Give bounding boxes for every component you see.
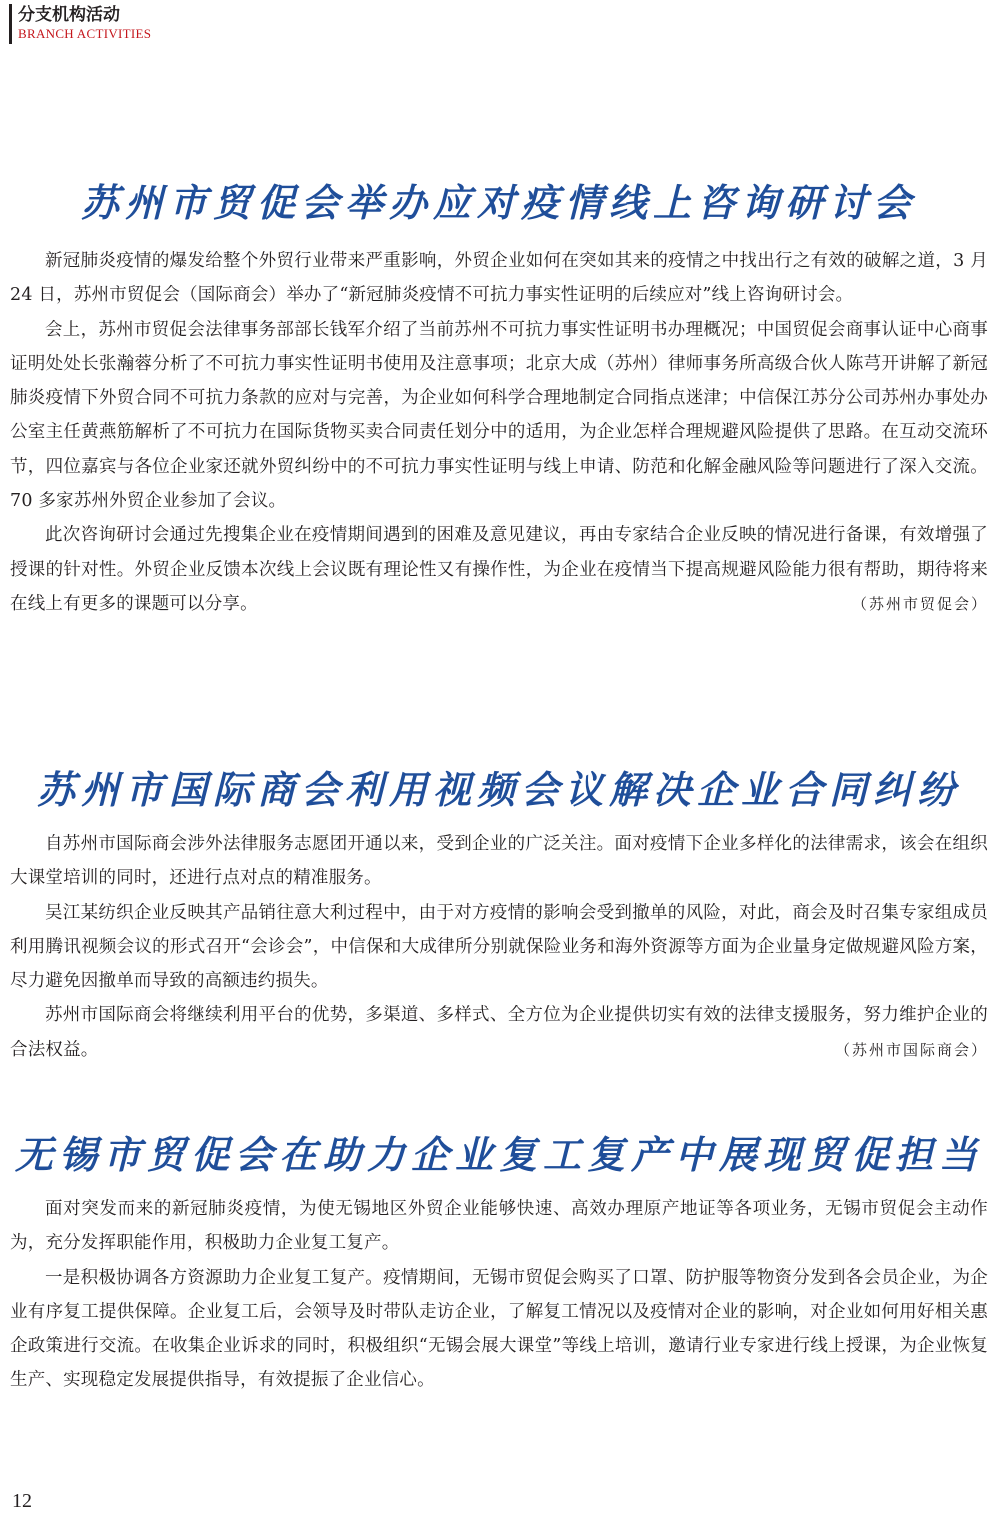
article-paragraph: 会上，苏州市贸促会法律事务部部长钱军介绍了当前苏州不可抗力事实性证明书办理概况；中国贸促会商事认证中心商事证明处处长张瀚蓉分析了不可抗力事实性证明书使用及注意事项；北京大成（苏州）律师事务所高级合伙人陈芎开讲解了新冠肺炎疫情下外贸合同不可抗力条款的应对与完善，为企业如何科学合理地制定合同指点迷津；中信保江苏分公司苏州办事处办公室主任黄燕筋解析了不可抗力在国际货物买卖合同责任划分中的适用，为企业怎样合理规避风险提供了思路。在互动交流环节，四位嘉宾与各位企业家还就外贸纠纷中的不可抗力事实性证明与线上申请、防范和化解金融风险等问题进行了深入交流。70 多家苏州外贸企业参加了会议。 bbox=[10, 319, 988, 512]
article-paragraph: 吴江某纺织企业反映其产品销往意大利过程中，由于对方疫情的影响会受到撤单的风险，对此，商会及时召集专家组成员利用腾讯视频会议的形式召开“会诊会”，中信保和大成律所分别就保险业务和海外资源等方面为企业量身定做规避风险方案，尽力避免因撤单而导致的高额违约损失。 bbox=[10, 902, 988, 992]
article-paragraph: 面对突发而来的新冠肺炎疫情，为使无锡地区外贸企业能够快速、高效办理原产地证等各项业务，无锡市贸促会主动作为，充分发挥职能作用，积极助力企业复工复产。 bbox=[10, 1199, 988, 1254]
article-source: （苏州市贸促会） bbox=[851, 594, 988, 613]
article-paragraph: 新冠肺炎疫情的爆发给整个外贸行业带来严重影响，外贸企业如何在突如其来的疫情之中找出行之有效的破解之道，3 月 24 日，苏州市贸促会（国际商会）举办了“新冠肺炎疫情不可抗力事实性证明的后续应对”线上咨询研讨会。 bbox=[10, 251, 988, 306]
article-suzhou-ccpit bbox=[10, 178, 988, 621]
article-title: 无锡市贸促会在助力企业复工复产中展现贸促担当 bbox=[14, 1133, 983, 1177]
page-number: 12 bbox=[12, 1490, 32, 1512]
article-paragraph: 一是积极协调各方资源助力企业复工复产。疫情期间，无锡市贸促会购买了口罩、防护服等物资分发到各会员企业，为企业有序复工提供保障。企业复工后，会领导及时带队走访企业，了解复工情况以及疫情对企业的影响，对企业如何用好相关惠企政策进行交流。在收集企业诉求的同时，积极组织“无锡会展大课堂”等线上培训，邀请行业专家进行线上授课，为企业恢复生产、实现稳定发展提供指导，有效提振了企业信心。 bbox=[10, 1267, 988, 1391]
article-paragraph: 此次咨询研讨会通过先搜集企业在疫情期间遇到的困难及意见建议，再由专家结合企业反映的情况进行备课，有效增强了授课的针对性。外贸企业反馈本次线上会议既有理论性又有操作性，为企业在疫情当下提高规避风险能力很有帮助，期待将来在线上有更多的课题可以分享。 bbox=[10, 525, 988, 614]
section-title-cn: 分支机构活动 bbox=[18, 5, 120, 25]
section-header bbox=[9, 4, 151, 44]
section-title-en: BRANCH ACTIVITIES bbox=[18, 26, 152, 41]
article-suzhou-coc bbox=[10, 765, 988, 1067]
article-source: （苏州市国际商会） bbox=[834, 1040, 988, 1059]
article-title: 苏州市贸促会举办应对疫情线上咨询研讨会 bbox=[80, 181, 917, 225]
article-wuxi-ccpit bbox=[10, 1130, 988, 1398]
article-title: 苏州市国际商会利用视频会议解决企业合同纠纷 bbox=[36, 768, 961, 812]
article-paragraph: 自苏州市国际商会涉外法律服务志愿团开通以来，受到企业的广泛关注。面对疫情下企业多样化的法律需求，该会在组织大课堂培训的同时，还进行点对点的精准服务。 bbox=[10, 834, 988, 889]
article-paragraph: 苏州市国际商会将继续利用平台的优势，多渠道、多样式、全方位为企业提供切实有效的法律支援服务，努力维护企业的合法权益。 bbox=[10, 1005, 988, 1060]
